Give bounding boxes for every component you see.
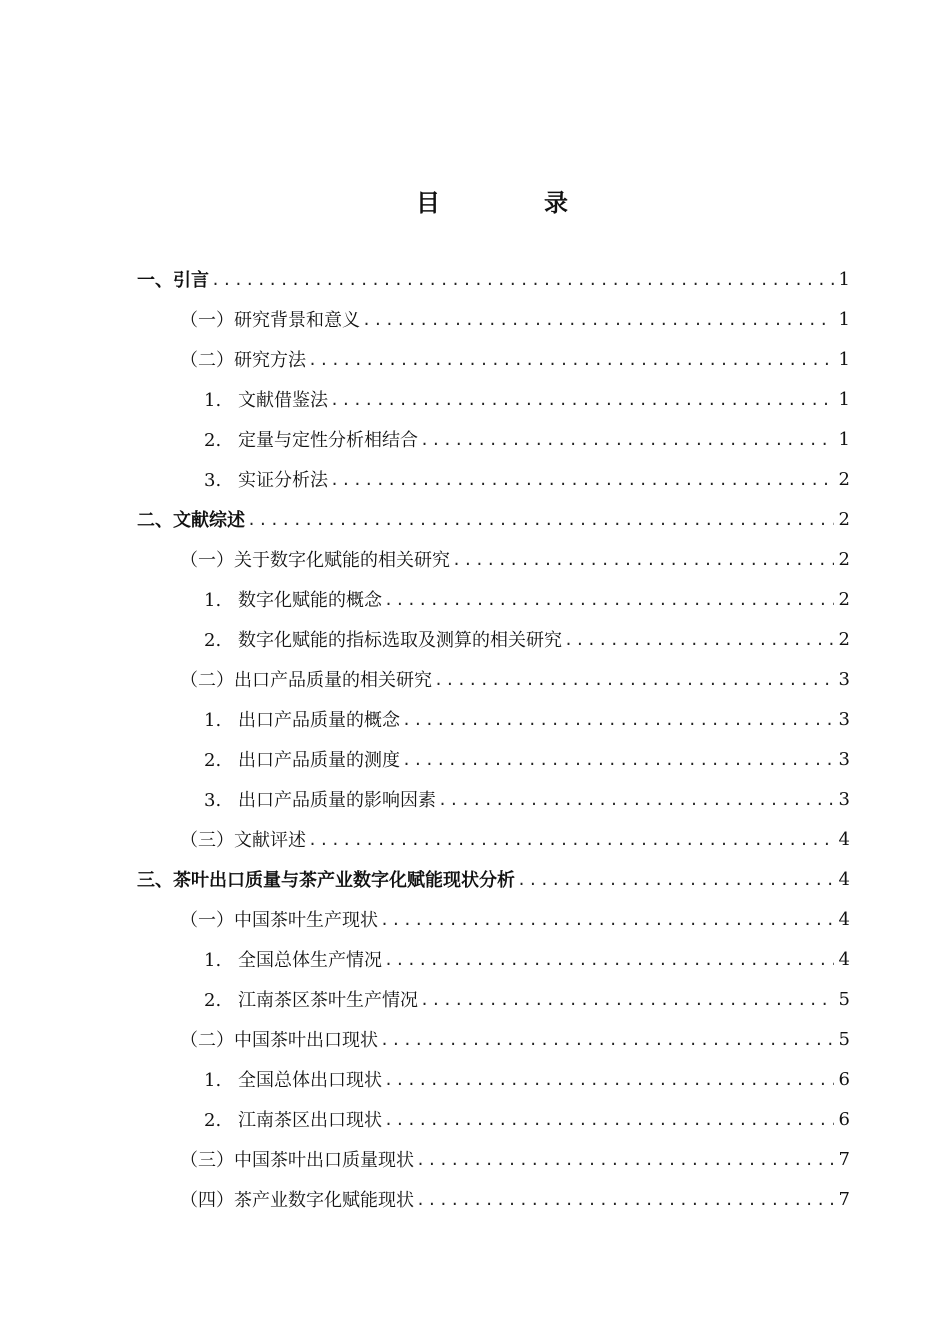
toc-page-number: 2 bbox=[838, 508, 850, 530]
dot-leader bbox=[211, 271, 834, 289]
toc-entry-level-2[interactable] bbox=[0, 539, 950, 579]
dot-leader bbox=[384, 1111, 834, 1129]
toc-entry-level-3[interactable] bbox=[0, 579, 950, 619]
toc-page-number: 4 bbox=[838, 948, 850, 970]
toc-entry-number: 1. bbox=[204, 710, 222, 731]
toc-entry-text: （一）研究背景和意义 bbox=[180, 310, 360, 331]
toc-page-number: 3 bbox=[838, 708, 850, 730]
toc-entry-level-3[interactable] bbox=[0, 699, 950, 739]
toc-title-char: 目 bbox=[416, 189, 440, 217]
toc-entry-text bbox=[204, 1106, 382, 1132]
toc-entry-level-1[interactable] bbox=[0, 499, 950, 539]
toc-entry-text: （三）文献评述 bbox=[180, 830, 306, 851]
toc-entry-level-3[interactable] bbox=[0, 619, 950, 659]
dot-leader bbox=[247, 511, 834, 529]
toc-entry-level-2[interactable] bbox=[0, 1139, 950, 1179]
toc-entry-level-3[interactable] bbox=[0, 459, 950, 499]
toc-entry-text: （二）出口产品质量的相关研究 bbox=[180, 670, 432, 691]
toc-page-number: 4 bbox=[838, 868, 850, 890]
toc-entry-level-2[interactable] bbox=[0, 339, 950, 379]
toc-entry-text: （四）茶产业数字化赋能现状 bbox=[180, 1190, 414, 1211]
toc-entry-label: 实证分析法 bbox=[238, 470, 328, 491]
toc-entry-number: 1. bbox=[204, 590, 222, 611]
toc-entry-level-3[interactable] bbox=[0, 939, 950, 979]
toc-entry-label: 出口产品质量的影响因素 bbox=[238, 790, 436, 811]
toc-entry-level-3[interactable] bbox=[0, 1099, 950, 1139]
toc-page-number: 7 bbox=[838, 1188, 850, 1210]
toc-entry-level-3[interactable] bbox=[0, 739, 950, 779]
toc-entry-label: 江南茶区茶叶生产情况 bbox=[238, 990, 418, 1011]
toc-entry-text: （二）研究方法 bbox=[180, 350, 306, 371]
toc-entry-level-3[interactable] bbox=[0, 419, 950, 459]
toc-entry-text bbox=[204, 946, 382, 972]
toc-entry-level-2[interactable] bbox=[0, 1019, 950, 1059]
toc-page-number: 1 bbox=[838, 268, 850, 290]
toc-entry-text: 一、引言 bbox=[137, 270, 209, 291]
dot-leader bbox=[416, 1191, 834, 1209]
toc-title bbox=[0, 186, 950, 222]
toc-entry-label: 数字化赋能的概念 bbox=[238, 590, 382, 611]
toc-entry-text bbox=[204, 386, 328, 412]
toc-page-number: 5 bbox=[838, 988, 850, 1010]
toc-page-number: 1 bbox=[838, 348, 850, 370]
toc-entry-text: 三、茶叶出口质量与茶产业数字化赋能现状分析 bbox=[137, 870, 515, 891]
dot-leader bbox=[517, 871, 834, 889]
toc-entry-level-1[interactable] bbox=[0, 259, 950, 299]
toc-entry-level-3[interactable] bbox=[0, 379, 950, 419]
toc-page-number: 1 bbox=[838, 428, 850, 450]
dot-leader bbox=[420, 991, 834, 1009]
toc-entry-text: 二、文献综述 bbox=[137, 510, 245, 531]
toc-entry-label: 定量与定性分析相结合 bbox=[238, 430, 418, 451]
toc-entry-label: 全国总体生产情况 bbox=[238, 950, 382, 971]
toc-entry-number: 2. bbox=[204, 990, 222, 1011]
dot-leader bbox=[308, 351, 834, 369]
toc-entry-label: 出口产品质量的测度 bbox=[238, 750, 400, 771]
dot-leader bbox=[564, 631, 834, 649]
toc-page-number: 3 bbox=[838, 748, 850, 770]
toc-entry-level-2[interactable] bbox=[0, 819, 950, 859]
dot-leader bbox=[308, 831, 834, 849]
toc-page-number: 5 bbox=[838, 1028, 850, 1050]
toc-entry-level-3[interactable] bbox=[0, 779, 950, 819]
dot-leader bbox=[438, 791, 834, 809]
toc-entry-text: （一）中国茶叶生产现状 bbox=[180, 910, 378, 931]
toc-entry-text bbox=[204, 1066, 382, 1092]
toc-entry-level-2[interactable] bbox=[0, 899, 950, 939]
dot-leader bbox=[362, 311, 834, 329]
toc-entry-number: 2. bbox=[204, 430, 222, 451]
toc-entry-label: 出口产品质量的概念 bbox=[238, 710, 400, 731]
toc-title-char: 录 bbox=[544, 189, 568, 217]
toc-page-number: 4 bbox=[838, 828, 850, 850]
dot-leader bbox=[330, 391, 834, 409]
dot-leader bbox=[452, 551, 834, 569]
dot-leader bbox=[384, 1071, 834, 1089]
toc-page-number: 1 bbox=[838, 308, 850, 330]
toc-entry-label: 江南茶区出口现状 bbox=[238, 1110, 382, 1131]
toc-entry-level-2[interactable] bbox=[0, 659, 950, 699]
toc-page-number: 3 bbox=[838, 668, 850, 690]
toc-page-number: 1 bbox=[838, 388, 850, 410]
toc-entry-number: 3. bbox=[204, 790, 222, 811]
toc-entry-label: 数字化赋能的指标选取及测算的相关研究 bbox=[238, 630, 562, 651]
toc-entry-number: 2. bbox=[204, 1110, 222, 1131]
dot-leader bbox=[380, 1031, 834, 1049]
dot-leader bbox=[420, 431, 834, 449]
dot-leader bbox=[384, 951, 834, 969]
toc-entry-text bbox=[204, 426, 418, 452]
toc-entry-number: 1. bbox=[204, 950, 222, 971]
toc-page-number: 3 bbox=[838, 788, 850, 810]
toc-entry-label: 全国总体出口现状 bbox=[238, 1070, 382, 1091]
toc-entry-number: 1. bbox=[204, 390, 222, 411]
toc-entry-text bbox=[204, 986, 418, 1012]
toc-entry-text bbox=[204, 466, 328, 492]
toc-page-number: 2 bbox=[838, 468, 850, 490]
toc-entry-level-2[interactable] bbox=[0, 299, 950, 339]
toc-entry-level-3[interactable] bbox=[0, 1059, 950, 1099]
dot-leader bbox=[384, 591, 834, 609]
toc-entry-text: （三）中国茶叶出口质量现状 bbox=[180, 1150, 414, 1171]
toc-entry-number: 2. bbox=[204, 630, 222, 651]
toc-entry-text bbox=[204, 746, 400, 772]
toc-page-number: 6 bbox=[838, 1108, 850, 1130]
toc-page-number: 2 bbox=[838, 548, 850, 570]
toc-entry-text bbox=[204, 786, 436, 812]
toc-entry-level-3[interactable] bbox=[0, 979, 950, 1019]
toc-list bbox=[0, 259, 950, 1219]
toc-entry-label: 文献借鉴法 bbox=[238, 390, 328, 411]
toc-entry-text bbox=[204, 626, 562, 652]
toc-entry-level-1[interactable] bbox=[0, 859, 950, 899]
dot-leader bbox=[402, 751, 834, 769]
toc-entry-text: （一）关于数字化赋能的相关研究 bbox=[180, 550, 450, 571]
toc-page-number: 6 bbox=[838, 1068, 850, 1090]
toc-page-number: 2 bbox=[838, 628, 850, 650]
toc-entry-text: （二）中国茶叶出口现状 bbox=[180, 1030, 378, 1051]
toc-entry-level-2[interactable] bbox=[0, 1179, 950, 1219]
dot-leader bbox=[330, 471, 834, 489]
toc-entry-text bbox=[204, 586, 382, 612]
toc-page-number: 4 bbox=[838, 908, 850, 930]
toc-entry-number: 2. bbox=[204, 750, 222, 771]
toc-page-number: 2 bbox=[838, 588, 850, 610]
toc-page-number: 7 bbox=[838, 1148, 850, 1170]
dot-leader bbox=[434, 671, 834, 689]
dot-leader bbox=[416, 1151, 834, 1169]
toc-entry-text bbox=[204, 706, 400, 732]
dot-leader bbox=[380, 911, 834, 929]
dot-leader bbox=[402, 711, 834, 729]
toc-entry-number: 1. bbox=[204, 1070, 222, 1091]
toc-entry-number: 3. bbox=[204, 470, 222, 491]
